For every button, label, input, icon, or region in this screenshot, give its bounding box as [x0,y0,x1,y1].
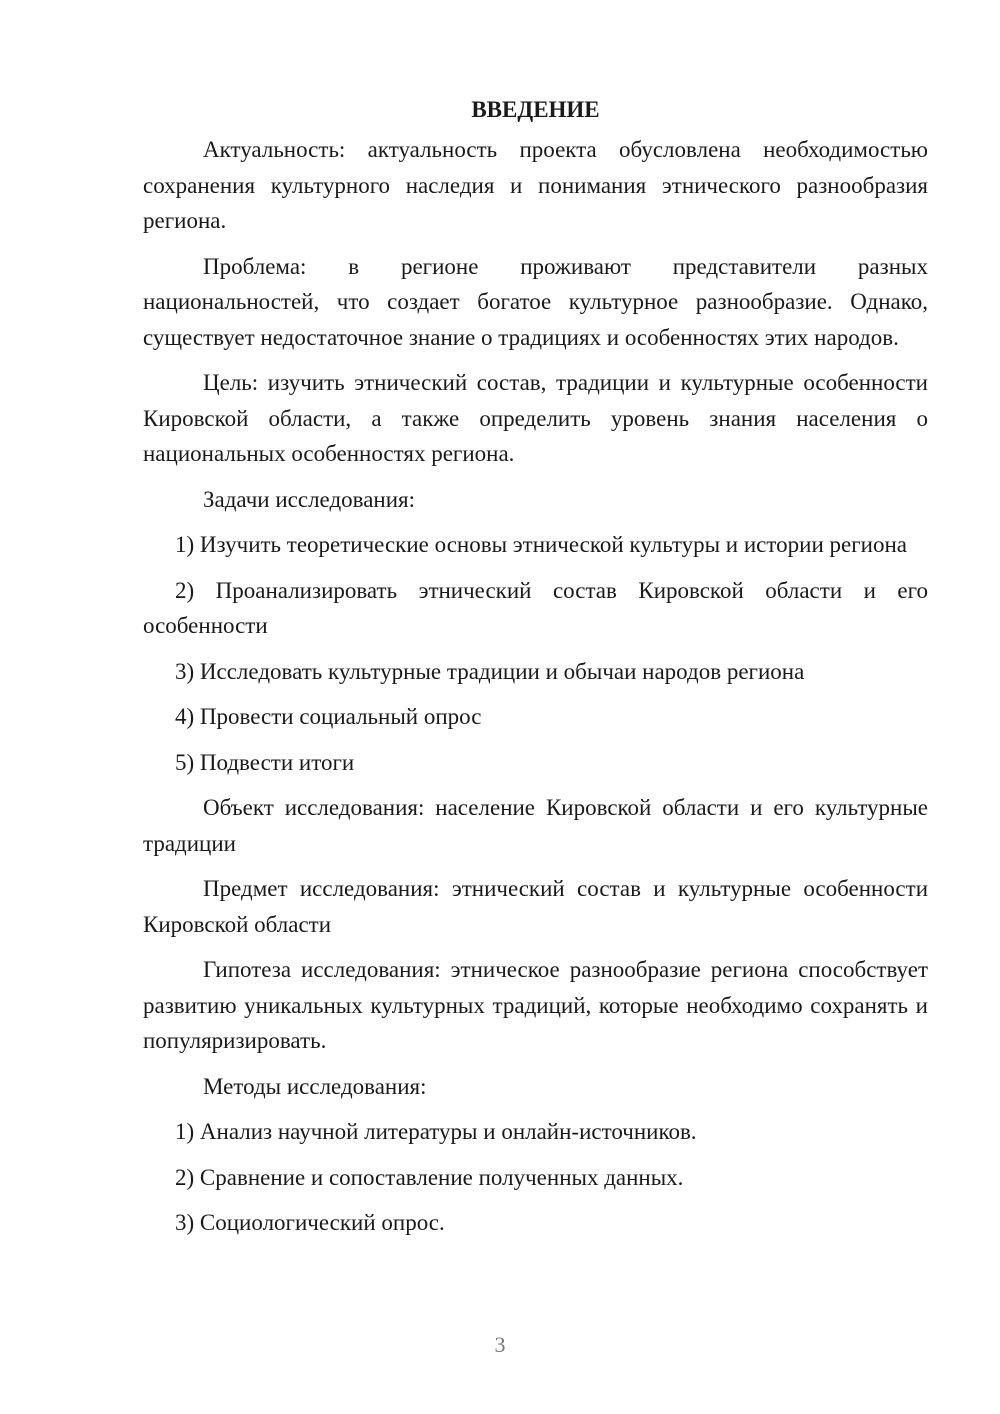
object-paragraph: Объект исследования: население Кировской области и его культурные традиции [143,795,928,856]
page-number: 3 [494,1332,506,1357]
tasks-heading: Задачи исследования: [203,486,416,512]
task-item: 2) Проанализировать этнический состав Кировской области и его особенности [143,577,928,638]
methods-heading: Методы исследования: [203,1073,427,1099]
goal-paragraph: Цель: изучить этнический состав, традиции и культурные особенности Кировской области, а также определить уровень знания населения о национальных особенностях региона. [143,370,928,466]
task-item: 5) Подвести итоги [175,749,355,775]
section-title: ВВЕДЕНИЕ [471,97,600,122]
method-item: 3) Социологический опрос. [175,1210,445,1235]
problem-paragraph: Проблема: в регионе проживают представители разных национальностей, что создает богатое культурное разнообразие. Однако, существует недостаточное знание о традициях и особенностях этих народов. [143,253,928,350]
document-page [143,92,928,1251]
hypothesis-paragraph: Гипотеза исследования: этническое разнообразие региона способствует развитию уникальных культурных традиций, которые необходимо сохранять и популяризировать. [143,957,928,1053]
subject-paragraph: Предмет исследования: этнический состав и культурные особенности Кировской области [143,876,928,937]
task-item: 3) Исследовать культурные традиции и обычаи народов региона [175,658,805,684]
method-item: 1) Анализ научной литературы и онлайн-источников. [175,1119,697,1144]
task-item: 4) Провести социальный опрос [175,704,482,729]
relevance-paragraph: Актуальность: актуальность проекта обусловлена необходимостью сохранения культурного наследия и понимания этнического разнообразия региона. [143,137,928,233]
method-item: 2) Сравнение и сопоставление полученных данных. [175,1164,684,1190]
task-item: 1) Изучить теоретические основы этнической культуры и истории региона [175,532,907,557]
